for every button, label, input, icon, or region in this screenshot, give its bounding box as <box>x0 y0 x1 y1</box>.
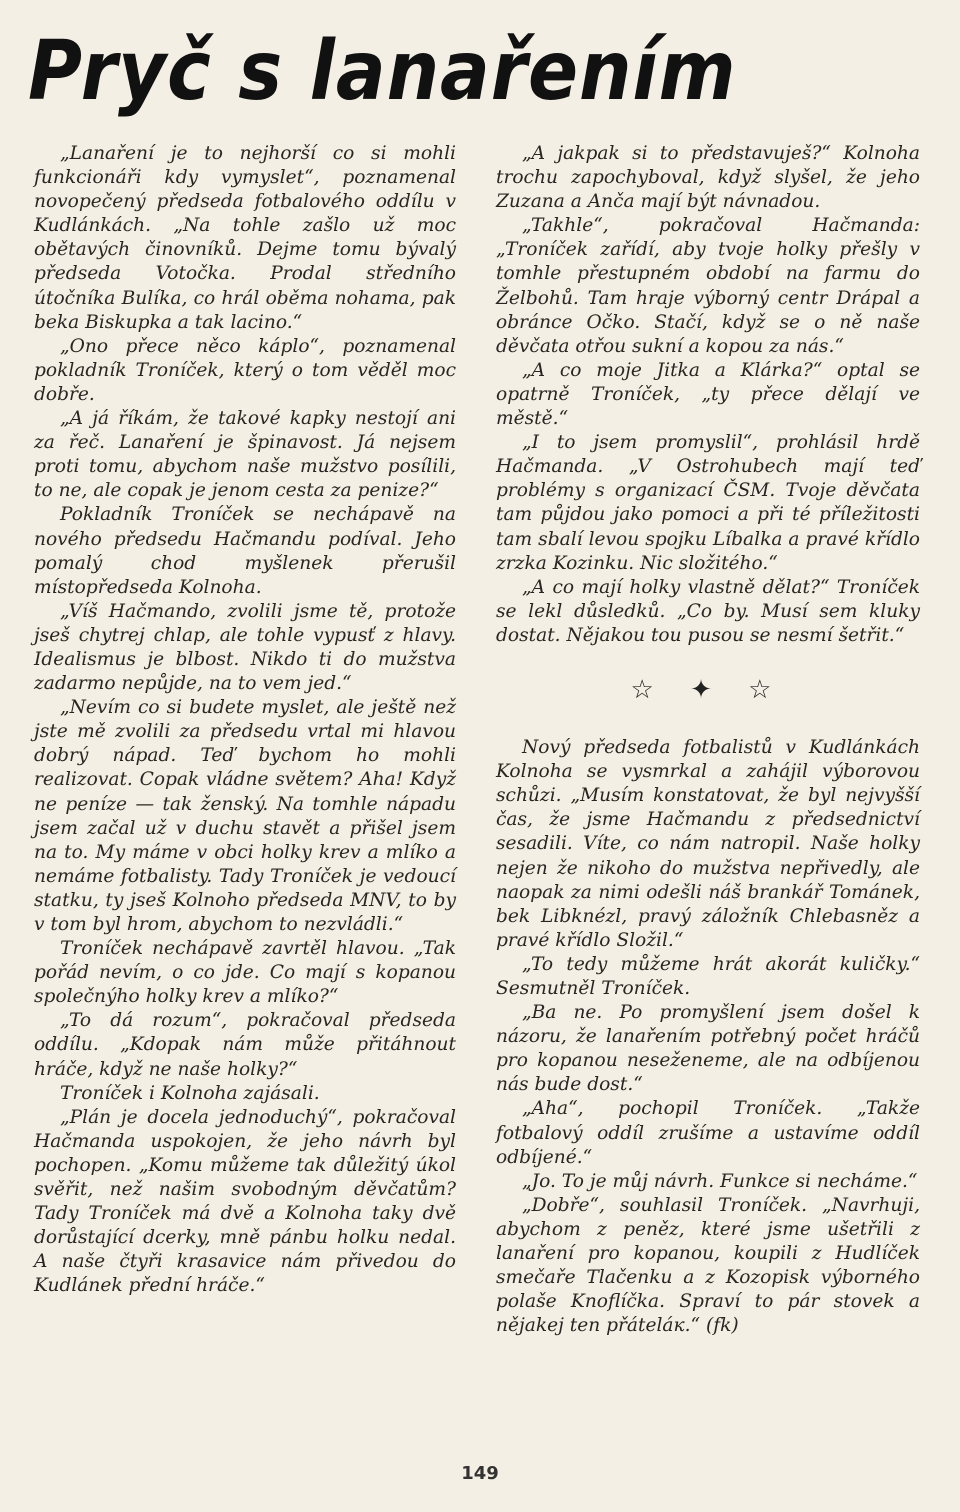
paragraph: „I to jsem promyslil“, prohlásil hrdě Hačmanda. „V Ostrohubech mají teď problémy s organizací ČSM. Tvoje děvčata tam půjdou jako pomoci a při té příležitosti tam sbalí levou spojku Líbalka a pravé křídlo zrzka Kozinku. Nic složitého.“ <box>496 432 920 574</box>
paragraph: „A co moje Jitka a Klárka?“ optal se opatrně Troníček, „ty přece dělají ve městě.“ <box>496 359 920 430</box>
paragraph: „Jo. To je můj návrh. Funkce si necháme.“ <box>522 1170 918 1192</box>
paragraph: „A jakpak si to představuješ?“ Kolnoha trochu zapochyboval, když slyšel, že jeho Zuzana a Anča mají být návnadou. <box>496 143 920 213</box>
paragraph: „Ba ne. Po promyšlení jsem došel k názoru, že lanařením potřebný počet hráčů pro kopanou neseženeme, ale na odbíjenou nás bude dost.“ <box>496 1002 920 1096</box>
paragraph: „To tedy můžeme hrát akorát kuličky.“ Sesmutněl Troníček. <box>496 953 920 999</box>
paragraph: Nový předseda fotbalistů v Kudlánkách Kolnoha se vysmrkal a zahájil výborovou schůzi. „Musím konstatovat, že byl nejvyšší čas, že jsme Hačmandu z předsednictví sesadili. Víte, co nám natropil. Naše holky nejen že nikoho do mužstva nepřivedly, ale naopak za nimi odešli náš brankář Tománek, bek Libknézl, pravý záložník Chlebasněz a pravé křídlo Složil.“ <box>496 737 920 951</box>
paragraph: „To dá rozum“, pokračoval předseda oddílu. „Kdopak nám může přitáhnout hráče, když ne naše holky?“ <box>34 1010 456 1080</box>
section-separator-stars: ☆ ✦ ☆ <box>630 674 786 705</box>
paragraph: Troníček i Kolnoha zajásali. <box>60 1082 320 1104</box>
paragraph: „A já říkám, že takové kapky nestojí ani za řeč. Lanaření je špinavost. Já nejsem proti tomu, abychom naše mužstvo posílili, to ne, ale copak je jenom cesta za penize?“ <box>34 408 456 502</box>
paragraph: Troníček nechápavě zavrtěl hlavou. „Tak pořád nevím, o co jde. Co mají s kopanou společnýho holky krev a mlíko?“ <box>34 938 456 1008</box>
paragraph: „Takhle“, pokračoval Hačmanda: „Troníček zařídí, aby tvoje holky přešly v tomhle přestupném období na farmu do Želbohů. Tam hraje výborný centr Drápal a obránce Očko. Stačí, když se o ně naše děvčata otřou sukní a kopou za nás.“ <box>496 215 920 357</box>
paragraph: „Plán je docela jednoduchý“, pokračoval Hačmanda uspokojen, že jeho návrh byl pochopen. „Komu můžeme tak důležitý úkol svěřit, než našim svobodným děvčatům? Tady Troníček má dvě a Kolnoha taky dvě dorůstající dcerky, mně pánbu holku nedal. A naše čtyři krasavice nám přivedou do Kudlánek přední hráče.“ <box>34 1106 456 1297</box>
paragraph: „A co mají holky vlastně dělat?“ Troníček se lekl důsledků. „Co by. Musí sem kluky dostat. Nějakou tou pusou se nesmí šetřit.“ <box>496 576 920 646</box>
page-number: 149 <box>461 1463 499 1484</box>
paragraph: „Dobře“, souhlasil Troníček. „Navrhuji, abychom z peněz, které jsme ušetřili z lanaření pro kopanou, koupili z Hudlíček smečaře Tlačenku a z Kozopisk výborného polaše Knoflíčka. Spraví to pár stovek a nějakej ten přáteláк.“ (fk) <box>496 1194 920 1337</box>
paragraph: Pokladník Troníček se nechápavě na nového předsedu Hačmandu podíval. Jeho pomalý chod myšlenek přerušil místopředseda Kolnoha. <box>34 504 456 598</box>
paragraph: „Víš Hačmando, zvolili jsme tě, protože jseš chytrej chlap, ale tohle vypusť z hlavy. Idealismus je blbost. Nikdo ti do mužstva zadarmo nepůjde, na to vem jed.“ <box>34 600 456 695</box>
right-column <box>496 142 920 1338</box>
paragraph: „Lanaření je to nejhorší co si mohli funkcionáři kdy vymyslet“, poznamenal novopečený předseda fotbalového oddílu v Kudlánkách. „Na tohle zašlo už moc obětavých činovníků. Dejme tomu bývalý předseda Votočka. Prodal středního útočníka Bulíka, co hrál oběma nohama, pak beka Biskupka a tak lacino.“ <box>34 143 456 333</box>
paragraph: „Nevím co si budete myslet, ale ještě než jste mě zvolili za předsedu vrtal mi hlavou dobrý nápad. Teď bychom ho mohli realizovat. Copak vládne světem? Aha! Když ne peníze — tak ženský. Na tomhle nápadu jsem začal už v duchu stavět a přišel jsem na to. My máme v obci holky krev a mlíko a nemáme fotbalisty. Tady Troníček je vedoucí statku, ty jseš Kolnoho předseda MNV, to by v tom byl hrom, abychom to nezvládli.“ <box>34 697 456 935</box>
paragraph: „Ono přece něco káplo“, poznamenal pokladník Troníček, který o tom věděl moc dobře. <box>34 335 456 405</box>
article-title: Pryč s lanařením <box>28 24 737 119</box>
left-column <box>34 142 456 1299</box>
paragraph: „Aha“, pochopil Troníček. „Takže fotbalový oddíl zrušíme a ustavíme oddíl odbíjené.“ <box>496 1098 920 1168</box>
